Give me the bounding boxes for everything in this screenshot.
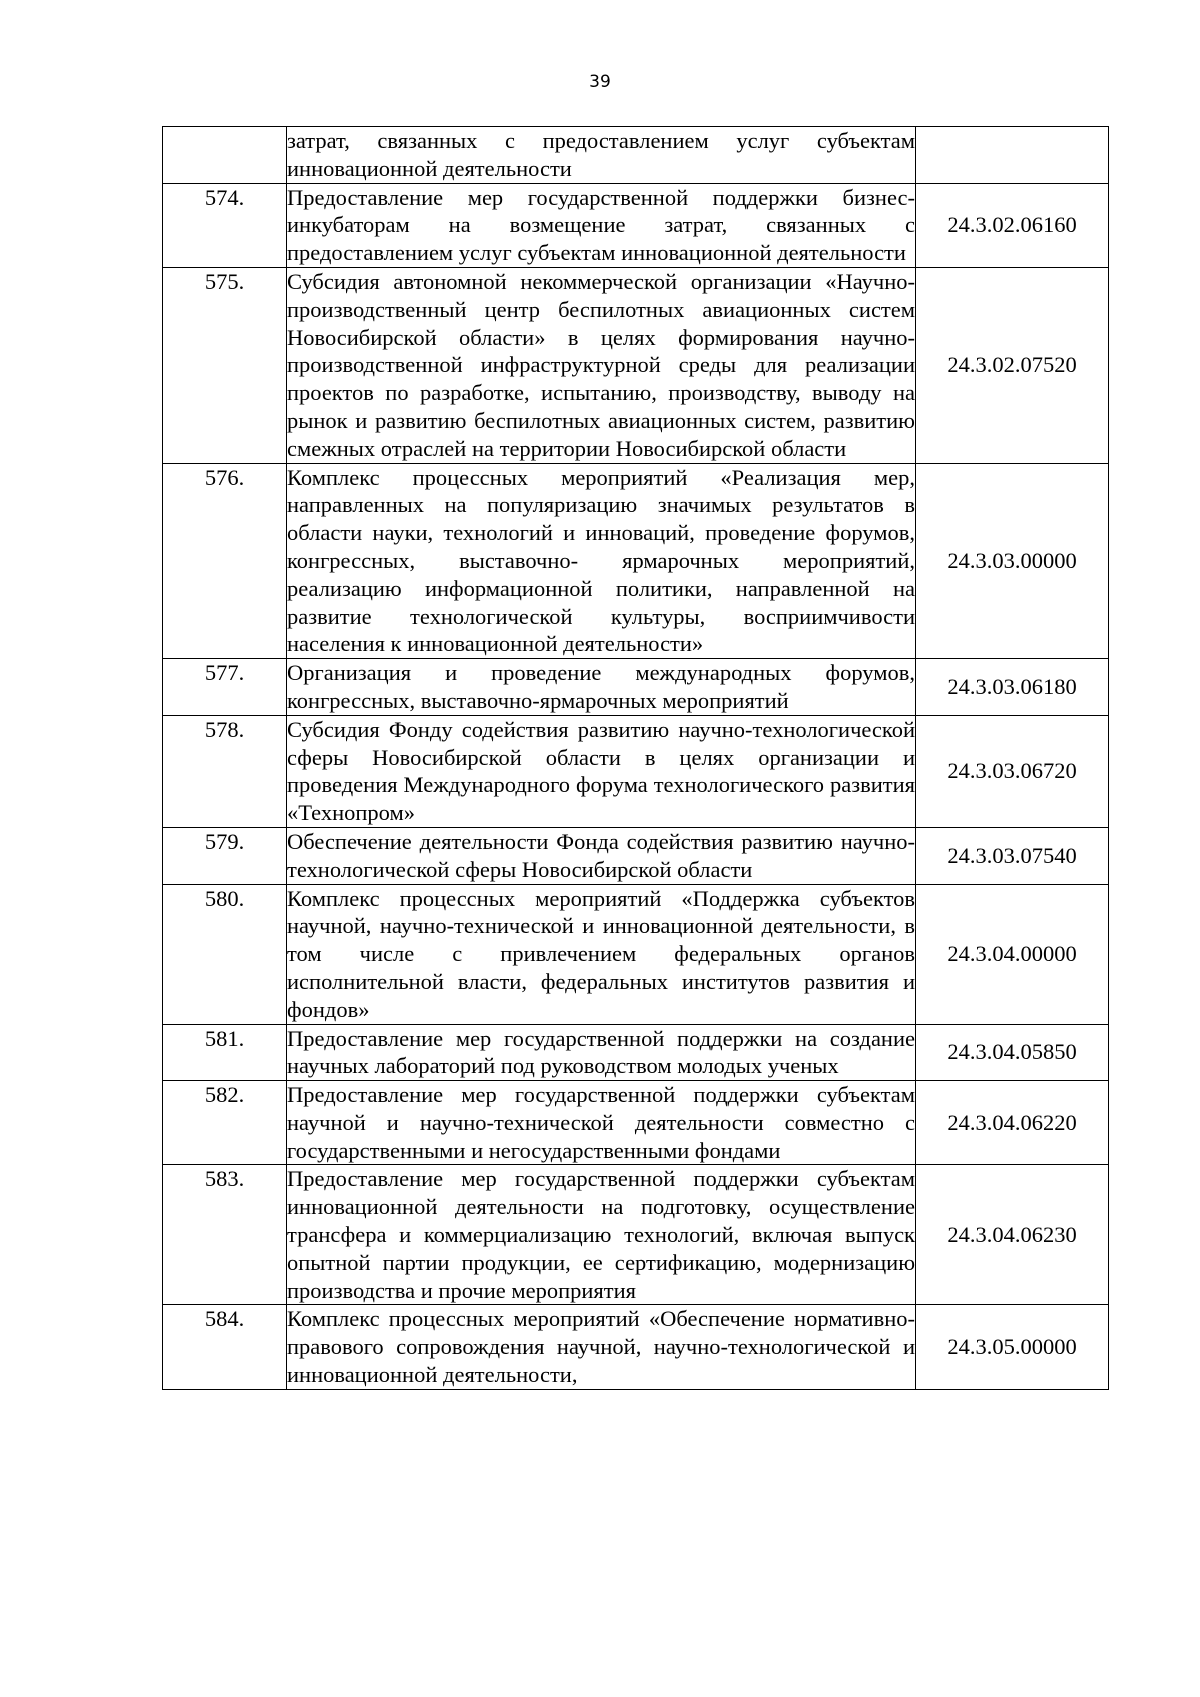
- row-code: 24.3.05.00000: [916, 1305, 1109, 1389]
- row-description: Комплекс процессных мероприятий «Поддержка субъектов научной, научно-технической и инновационной деятельности, в том числе с привлечением федеральных органов исполнительной власти, федеральных институтов развития и фондов»: [287, 884, 916, 1024]
- table-row: [163, 1081, 1109, 1165]
- row-description: Предоставление мер государственной поддержки бизнес-инкубаторам на возмещение затрат, связанных с предоставлением услуг субъектам инновационной деятельности: [287, 183, 916, 267]
- table-row: [163, 1165, 1109, 1305]
- row-number: 580.: [163, 884, 287, 1024]
- table-row: [163, 183, 1109, 267]
- row-description: Субсидия Фонду содействия развитию научно-технологической сферы Новосибирской области в целях организации и проведения Международного форума технологического развития «Технопром»: [287, 715, 916, 827]
- row-number: 578.: [163, 715, 287, 827]
- row-number: 584.: [163, 1305, 287, 1389]
- row-description: затрат, связанных с предоставлением услуг субъектам инновационной деятельности: [287, 127, 916, 184]
- row-code: 24.3.04.00000: [916, 884, 1109, 1024]
- row-code: 24.3.04.05850: [916, 1024, 1109, 1081]
- row-description: Субсидия автономной некоммерческой организации «Научно-производственный центр беспилотных авиационных систем Новосибирской области» в целях формирования научно-производственной инфраструктурной среды для реализации проектов по разработке, испытанию, производству, выводу на рынок и развитию беспилотных авиационных систем, развитию смежных отраслей на территории Новосибирской области: [287, 267, 916, 463]
- row-code: 24.3.03.00000: [916, 463, 1109, 659]
- row-number: 576.: [163, 463, 287, 659]
- table-row: [163, 463, 1109, 659]
- row-description: Комплекс процессных мероприятий «Обеспечение нормативно-правового сопровождения научной, научно-технологической и инновационной деятельности,: [287, 1305, 916, 1389]
- row-code: 24.3.02.07520: [916, 267, 1109, 463]
- row-number: 582.: [163, 1081, 287, 1165]
- table-row: [163, 127, 1109, 184]
- row-code: 24.3.03.06720: [916, 715, 1109, 827]
- row-number: 581.: [163, 1024, 287, 1081]
- row-number: 574.: [163, 183, 287, 267]
- row-description: Организация и проведение международных форумов, конгрессных, выставочно-ярмарочных мероприятий: [287, 659, 916, 716]
- row-number: [163, 127, 287, 184]
- table-row: [163, 827, 1109, 884]
- table-row: [163, 267, 1109, 463]
- row-description: Предоставление мер государственной поддержки на создание научных лабораторий под руководством молодых ученых: [287, 1024, 916, 1081]
- row-code: 24.3.03.07540: [916, 827, 1109, 884]
- row-number: 577.: [163, 659, 287, 716]
- row-number: 583.: [163, 1165, 287, 1305]
- row-description: Обеспечение деятельности Фонда содействия развитию научно-технологической сферы Новосибирской области: [287, 827, 916, 884]
- row-code: 24.3.02.06160: [916, 183, 1109, 267]
- table-row: [163, 1305, 1109, 1389]
- row-code: 24.3.04.06220: [916, 1081, 1109, 1165]
- table-row: [163, 884, 1109, 1024]
- row-number: 575.: [163, 267, 287, 463]
- row-description: Предоставление мер государственной поддержки субъектам научной и научно-технической деятельности совместно с государственными и негосударственными фондами: [287, 1081, 916, 1165]
- page-number: 39: [589, 72, 611, 92]
- row-description: Комплекс процессных мероприятий «Реализация мер, направленных на популяризацию значимых результатов в области науки, технологий и инноваций, проведение форумов, конгрессных, выставочно- ярмарочных мероприятий, реализацию информационной политики, направленной на развитие технологической культуры, восприимчивости населения к инновационной деятельности»: [287, 463, 916, 659]
- row-number: 579.: [163, 827, 287, 884]
- row-code: [916, 127, 1109, 184]
- row-description: Предоставление мер государственной поддержки субъектам инновационной деятельности на подготовку, осуществление трансфера и коммерциализацию технологий, включая выпуск опытной партии продукции, ее сертификацию, модернизацию производства и прочие мероприятия: [287, 1165, 916, 1305]
- table-row: [163, 659, 1109, 716]
- budget-classification-table: [162, 126, 1109, 1390]
- row-code: 24.3.04.06230: [916, 1165, 1109, 1305]
- table-row: [163, 715, 1109, 827]
- table-row: [163, 1024, 1109, 1081]
- row-code: 24.3.03.06180: [916, 659, 1109, 716]
